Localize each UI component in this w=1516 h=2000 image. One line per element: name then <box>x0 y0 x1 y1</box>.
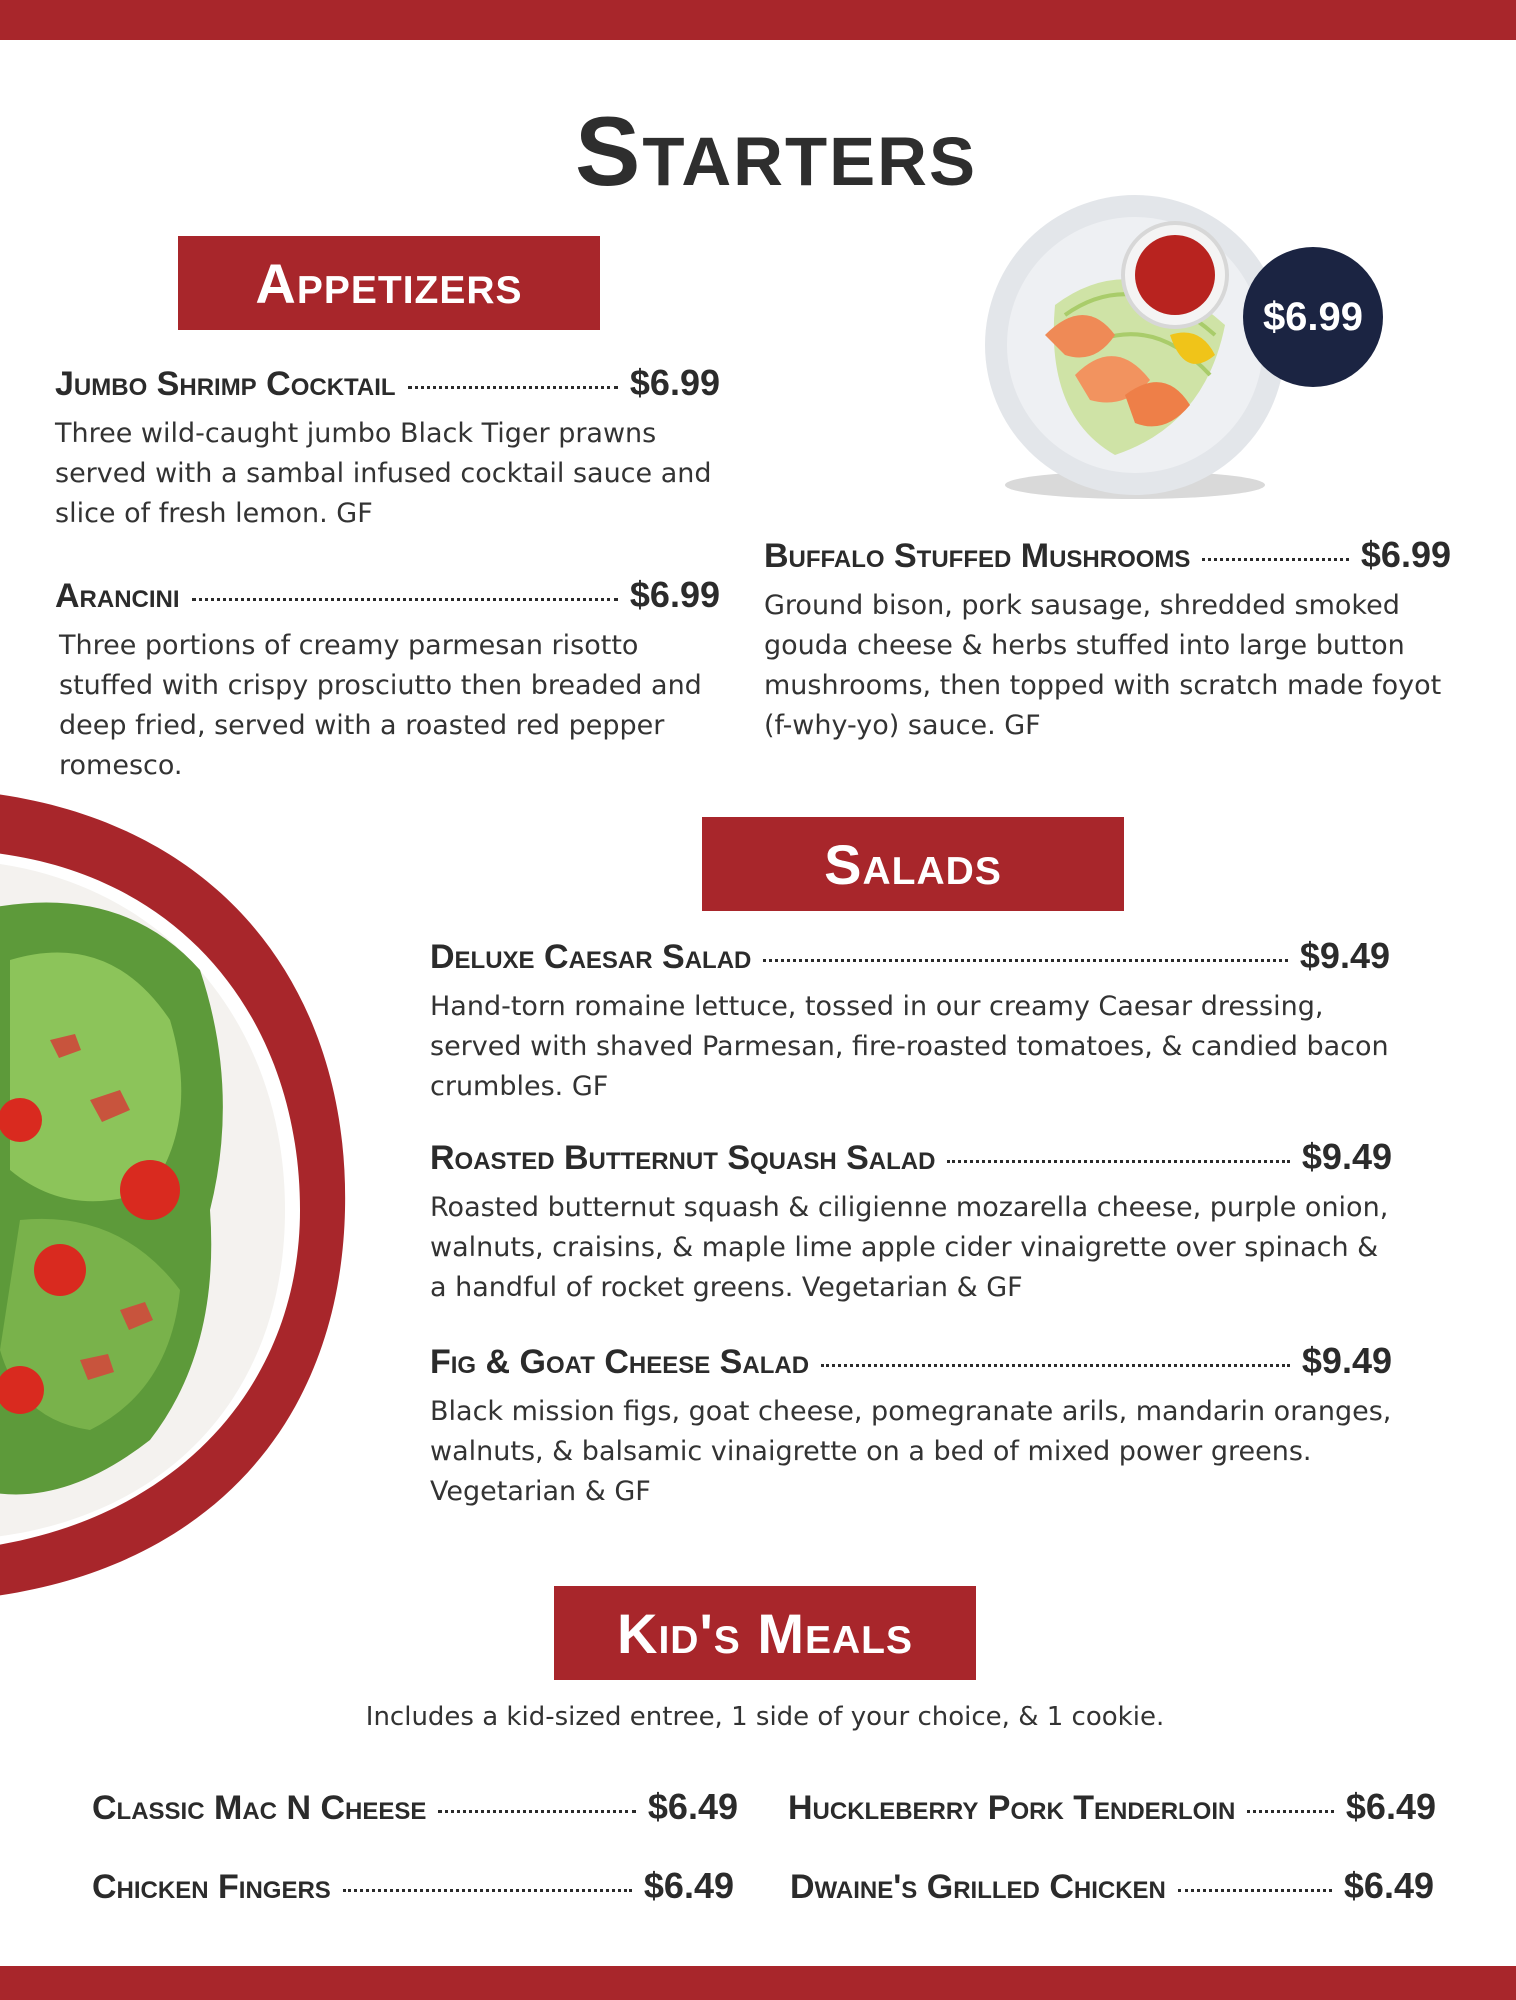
item-price: $9.49 <box>1301 1136 1392 1177</box>
item-name: Arancini <box>55 577 180 615</box>
item-description: Roasted butternut squash & ciligienne mozarella cheese, purple onion, walnuts, craisins, & maple lime apple cider vinaigrette over spinach & a handful of rocket greens. Vegetarian & GF <box>430 1192 1389 1303</box>
item-description: Three portions of creamy parmesan risotto stuffed with crispy prosciutto then breaded and deep fried, served with a roasted red pepper romesco. <box>59 630 702 781</box>
menu-item-arancini <box>55 574 720 786</box>
menu-item-classic-mac-n-cheese <box>92 1786 738 1828</box>
item-name: Dwaine's Grilled Chicken <box>790 1868 1166 1906</box>
leader-dots <box>821 1364 1290 1367</box>
item-price: $6.99 <box>629 574 720 615</box>
item-name: Huckleberry Pork Tenderloin <box>788 1789 1236 1827</box>
leader-dots <box>1202 558 1348 561</box>
item-name: Roasted Butternut Squash Salad <box>430 1139 936 1177</box>
item-price: $6.49 <box>1345 1786 1436 1827</box>
menu-item-fig-goat-cheese-salad <box>430 1340 1392 1512</box>
item-name: Buffalo Stuffed Mushrooms <box>764 537 1191 575</box>
item-name: Classic Mac N Cheese <box>92 1789 427 1827</box>
leader-dots <box>343 1889 632 1892</box>
menu-item-deluxe-caesar-salad <box>430 935 1390 1107</box>
caesar-salad-image <box>0 790 370 1610</box>
item-price: $6.49 <box>643 1865 734 1906</box>
salads-heading: Salads <box>702 817 1124 911</box>
item-price: $6.99 <box>629 362 720 403</box>
leader-dots <box>763 959 1288 962</box>
item-description: Black mission figs, goat cheese, pomegranate arils, mandarin oranges, walnuts, & balsamic vinaigrette on a bed of mixed power greens. Vegetarian & GF <box>430 1396 1392 1507</box>
menu-item-jumbo-shrimp-cocktail <box>55 362 720 534</box>
item-price: $6.49 <box>1343 1865 1434 1906</box>
item-name: Fig & Goat Cheese Salad <box>430 1343 810 1381</box>
menu-item-buffalo-stuffed-mushrooms <box>764 534 1451 746</box>
kids-meals-note: Includes a kid-sized entree, 1 side of your choice, & 1 cookie. <box>365 1702 1165 1732</box>
menu-item-roasted-butternut-squash-salad <box>430 1136 1392 1308</box>
item-description: Hand-torn romaine lettuce, tossed in our creamy Caesar dressing, served with shaved Parmesan, fire-roasted tomatoes, & candied bacon crumbles. GF <box>430 991 1389 1102</box>
leader-dots <box>947 1160 1289 1163</box>
leader-dots <box>192 598 618 601</box>
top-accent-bar <box>0 0 1516 40</box>
menu-item-dwaines-grilled-chicken <box>790 1865 1434 1907</box>
menu-item-huckleberry-pork-tenderloin <box>788 1786 1436 1828</box>
item-description: Ground bison, pork sausage, shredded smoked gouda cheese & herbs stuffed into large button mushrooms, then topped with scratch made foyot (f-why-yo) sauce. GF <box>764 590 1442 741</box>
bottom-accent-bar <box>0 1966 1516 2000</box>
item-name: Deluxe Caesar Salad <box>430 938 752 976</box>
leader-dots <box>1178 1889 1332 1892</box>
item-name: Chicken Fingers <box>92 1868 331 1906</box>
leader-dots <box>1247 1810 1334 1813</box>
item-description: Three wild-caught jumbo Black Tiger prawns served with a sambal infused cocktail sauce and slice of fresh lemon. GF <box>55 418 712 529</box>
page-title: Starters <box>574 96 978 206</box>
item-name: Jumbo Shrimp Cocktail <box>55 365 396 403</box>
leader-dots <box>438 1810 636 1813</box>
appetizers-heading: Appetizers <box>178 236 600 330</box>
item-price: $9.49 <box>1301 1340 1392 1381</box>
kids-meals-heading: Kid's Meals <box>554 1586 976 1680</box>
menu-item-chicken-fingers <box>92 1865 734 1907</box>
price-badge: $6.99 <box>1243 247 1383 387</box>
item-price: $9.49 <box>1299 935 1390 976</box>
item-price: $6.99 <box>1360 534 1451 575</box>
leader-dots <box>408 386 618 389</box>
shrimp-cocktail-image <box>975 185 1295 505</box>
item-price: $6.49 <box>647 1786 738 1827</box>
